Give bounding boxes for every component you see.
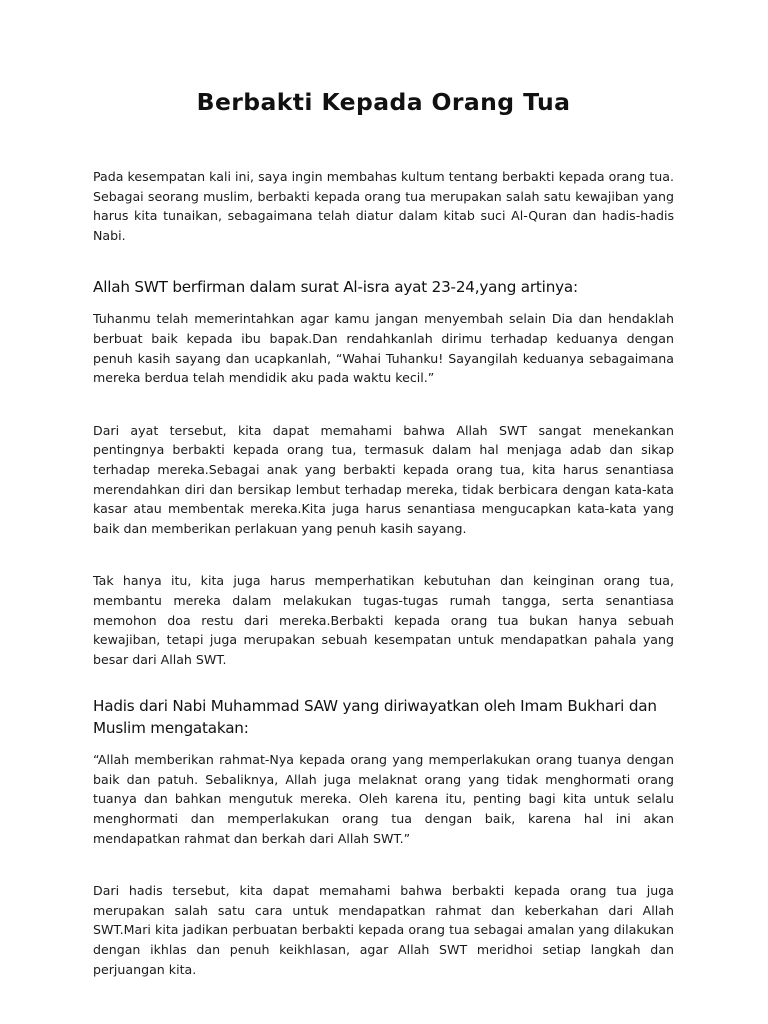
document-page — [93, 86, 674, 979]
closing-paragraph: Dari hadis tersebut, kita dapat memahami bahwa berbakti kepada orang tua juga merupakan salah satu cara untuk mendapatkan rahmat dan keberkahan dari Allah SWT.Mari kita jadikan perbuatan berbakti kepada orang tua sebagai amalan yang dilakukan dengan ikhlas dan penuh keikhlasan, agar Allah SWT meridhoi setiap langkah dan perjuangan kita. — [93, 883, 674, 977]
quran-verse-translation: Tuhanmu telah memerintahkan agar kamu jangan menyembah selain Dia dan hendaklah berbuat baik kepada ibu bapak.Dan rendahkanlah dirimu terhadap keduanya dengan penuh kasih sayang dan ucapkanlah, “Wahai Tuhanku! Sayangilah keduanya sebagaimana mereka berdua telah mendidik aku pada waktu kecil.” — [93, 311, 674, 386]
verse-explanation-paragraph: Dari ayat tersebut, kita dapat memahami bahwa Allah SWT sangat menekankan pentingnya berbakti kepada orang tua, termasuk dalam hal menjaga adab dan sikap terhadap mereka.Sebagai anak yang berbakti kepada orang tua, kita harus senantiasa merendahkan diri dan bersikap lembut terhadap mereka, tidak berbicara dengan kata-kata kasar atau membentak mereka.Kita juga harus senantiasa mengucapkan kata-kata yang baik dan memberikan perlakuan yang penuh kasih sayang. — [93, 422, 674, 536]
hadith-heading: Hadis dari Nabi Muhammad SAW yang diriwayatkan oleh Imam Bukhari dan Muslim mengatakan: — [93, 697, 657, 738]
hadith-quote: “Allah memberikan rahmat-Nya kepada orang yang memperlakukan orang tuanya dengan baik dan patuh. Sebaliknya, Allah juga melaknat orang yang tidak menghormati orang tuanya dan bahkan mengutuk mereka. Oleh karena itu, penting bagi kita untuk selalu menghormati dan memperlakukan orang tua dengan baik, karena hal ini akan mendapatkan rahmat dan berkah dari Allah SWT.” — [93, 752, 674, 846]
parents-needs-paragraph: Tak hanya itu, kita juga harus memperhatikan kebutuhan dan keinginan orang tua, membantu mereka dalam melakukan tugas-tugas rumah tangga, serta senantiasa memohon doa restu dari mereka.Berbakti kepada orang tua bukan hanya sebuah kewajiban, tetapi juga merupakan sebuah kesempatan untuk mendapatkan pahala yang besar dari Allah SWT. — [93, 573, 674, 667]
document-title: Berbakti Kepada Orang Tua — [196, 88, 571, 116]
quran-verse-heading: Allah SWT berfirman dalam surat Al-isra ayat 23-24,yang artinya: — [93, 278, 578, 297]
intro-paragraph: Pada kesempatan kali ini, saya ingin membahas kultum tentang berbakti kepada orang tua. Sebagai seorang muslim, berbakti kepada orang tua merupakan salah satu kewajiban yang harus kita tunaikan, sebagaimana telah diatur dalam kitab suci Al-Quran dan hadis-hadis Nabi. — [93, 169, 674, 243]
